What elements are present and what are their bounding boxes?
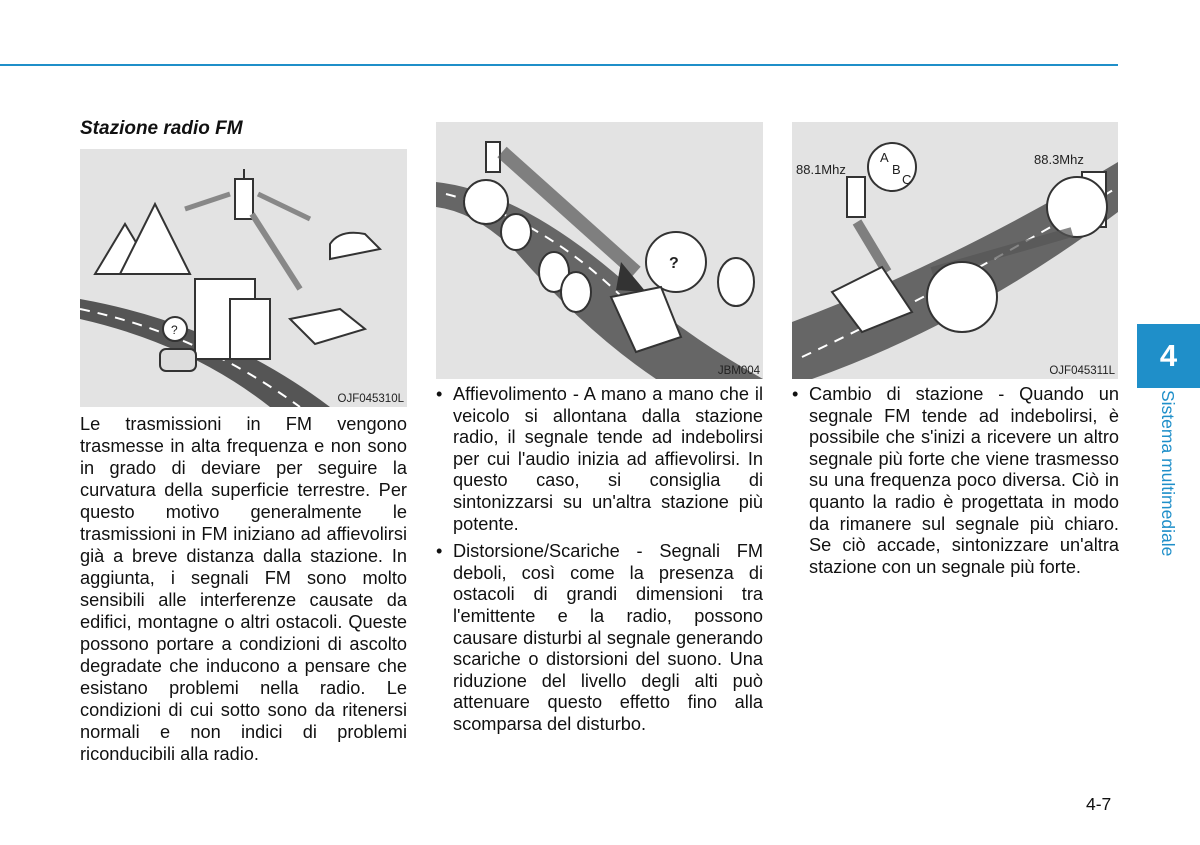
figure-code: OJF045310L: [337, 393, 404, 405]
figure-code: OJF045311L: [1049, 365, 1115, 377]
figure-1-callout: ?: [171, 323, 178, 337]
figure-station-change: [792, 122, 1118, 379]
frequency-b-label: 88.3Mhz: [1034, 152, 1084, 167]
header-rule: [0, 64, 1118, 66]
bullet-distortion-text: Distorsione/Scariche - Segnali FM deboli, così come la presenza di ostacoli di grandi dimensioni tra l'emittente e la radio, possono causare disturbi al segnale generando scariche o distorsioni del suono. Una riduzione del livello degli alti può attenuare questo effetto fino alla scomparsa del disturbo.: [453, 541, 763, 734]
bullet-dot: •: [436, 541, 443, 562]
fading-illustration: [436, 122, 763, 379]
page-number: 4-7: [1086, 794, 1112, 814]
fm-intro-paragraph: Le trasmissioni in FM vengono trasmesse in alta frequenza e non sono in grado di deviare per seguire la curvatura della superficie terrestre. Per questo motivo generalmente le trasmissioni in FM iniziano ad affievolirsi già a breve distanza dalla stazione. In aggiunta, i segnali FM sono molto sensibili alle interferenze causate da edifici, montagne o altri ostacoli. Queste possono portare a condizioni di ascolto degradate che inducono a pensare che esistano problemi nella radio. Le condizioni di cui sotto sono da ritenersi normali e non indici di problemi riconducibili alla radio.: [80, 414, 407, 764]
figure-code: JBM004: [717, 365, 760, 377]
figure-fm-broadcast: [80, 149, 407, 407]
section-title: Stazione radio FM: [80, 118, 243, 139]
letter-c: C: [902, 172, 912, 187]
column-3-bullets: [792, 384, 1119, 584]
bullet-station-change-text: Cambio di stazione - Quando un segnale FM tende ad indebolirsi, è possibile che s'inizi a ricevere un altro segnale più forte che viene trasmesso su una frequenza poco diversa. Ciò in quanto la radio è progettata in modo da rimanere sul segnale più chiaro. Se ciò accade, sintonizzare un'altra stazione con un segnale più forte.: [809, 384, 1119, 577]
bullet-distortion: [436, 541, 763, 735]
figure-fading: [436, 122, 763, 379]
bullet-dot: •: [436, 384, 443, 404]
letter-b: B: [892, 162, 901, 177]
column-2-bullets: [436, 384, 763, 742]
figure-2-callout: ?: [669, 255, 679, 272]
frequency-a-label: 88.1Mhz: [796, 162, 846, 177]
bullet-station-change: [792, 384, 1119, 578]
chapter-tab: 4: [1137, 324, 1200, 388]
fm-broadcast-illustration: [80, 149, 407, 407]
bullet-fading: [436, 384, 763, 535]
station-change-illustration: [792, 122, 1118, 379]
chapter-label: Sistema multimediale: [1158, 390, 1178, 557]
bullet-dot: •: [792, 384, 799, 404]
letter-a: A: [880, 150, 889, 165]
bullet-fading-text: Affievolimento - A mano a mano che il veicolo si allontana dalla stazione radio, il segnale tende ad indebolirsi per cui l'audio inizia ad affievolirsi. In questo caso, si consiglia di sintonizzarsi su un'altra stazione più potente.: [453, 384, 763, 534]
column-1-text: [80, 413, 407, 765]
